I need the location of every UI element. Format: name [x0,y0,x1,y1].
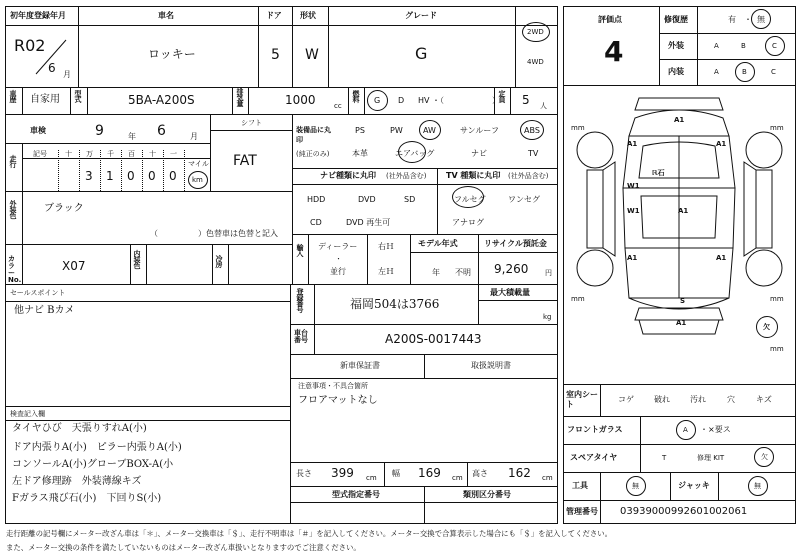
shape-value: W [305,47,319,63]
dmg-s: S [680,297,686,305]
equipment-pw[interactable]: PW [390,126,403,135]
shift-value: FAT [233,153,257,169]
length-unit: cm [366,474,377,482]
seat-opt-tear[interactable]: 破れ [654,395,670,404]
model-value: 5BA-A200S [128,93,195,107]
width-unit: cm [452,474,463,482]
max-load-unit: kg [543,313,552,321]
inspection-month-unit: 月 [190,132,198,141]
history-value: 自家用 [30,94,60,105]
warranty-label: 新車保証書 [340,361,380,370]
model-year-label: モデル年式 [418,239,458,248]
jack-label: ジャッキ [678,481,710,490]
interior-seat-label: 室内シート [566,390,598,410]
mileage-symbol-label: 記号 [33,150,47,158]
import-parallel[interactable]: 並行 [330,267,346,276]
fuel-other: ・（ ） [432,96,500,105]
digit-label-1: 十 [65,150,72,158]
color-value: ブラック [44,203,84,214]
first-reg-month: 6 [48,61,56,75]
chassis-label: 車台番号 [294,329,308,344]
dmg-ka: 欠 [763,323,770,331]
digit-label-3: 千 [107,150,114,158]
inspector-label: 検査記入欄 [10,410,45,418]
equipment-sunroof[interactable]: サンルーフ [460,126,499,135]
mileage-km: km [192,176,203,184]
dmg-mm-5: mm [770,345,784,353]
notes-label: 注意事項・不具合箇所 [298,382,368,390]
dmg-a1-rr: A1 [716,254,727,262]
interior-color-label: 内装色 [133,250,141,268]
tv-oneseg[interactable]: ワンセグ [508,195,540,204]
interior-b[interactable]: B [742,68,747,76]
exterior-label: 外装 [668,41,684,50]
car-name-value: ロッキー [148,47,196,61]
mileage-digit-4: 0 [148,169,156,183]
inspector-line-5: Fガラス飛び石(小) 下回りS(小) [12,493,162,504]
grade-value: G [415,44,428,63]
displacement-cc: cc [334,102,342,110]
inspection-year-unit: 年 [128,132,136,141]
mileage-label: 走行 [9,155,17,167]
management-value: 03939000992601002061 [620,506,748,517]
inspection-year: 9 [95,123,104,139]
equipment-tv[interactable]: TV [528,149,539,158]
dmg-w1-2: W1 [627,207,640,215]
interior-a[interactable]: A [714,68,719,76]
manual-label: 取扱説明書 [471,361,511,370]
length-value: 399 [331,466,354,480]
width-value: 169 [418,466,441,480]
displacement-value: 1000 [285,93,316,107]
spare-tire-label: スペアタイヤ [570,453,618,462]
inspector-line-3: コンソールA(小)グローブBOX-A(小 [12,459,174,470]
import-dot: ・ [335,255,342,263]
dmg-a1-fr: A1 [716,140,727,148]
height-value: 162 [508,466,531,480]
navi-cd[interactable]: CD [310,218,322,227]
equipment-abs[interactable]: ABS [524,126,540,135]
dmg-kaku: ℝ石 [652,169,665,177]
color-no-value: X07 [62,259,86,273]
tv-note: (社外品含む) [508,172,549,180]
navi-label: ナビ種類に丸印 [320,171,376,180]
repair-sep: ・ [744,15,752,24]
sales-point-label: セールスポイント [10,289,66,297]
chassis-value: A200S-0017443 [385,332,482,346]
digit-label-2: 万 [86,150,93,158]
drive-4wd: 4WD [527,58,544,66]
mileage-digit-3: 0 [127,169,135,183]
shift-label: シフト [241,119,262,127]
navi-dvd-play[interactable]: DVD 再生可 [346,218,391,227]
first-reg-era: R02 [14,36,46,55]
length-label: 長さ [296,469,312,478]
capacity-label: 定員 [498,90,506,102]
equipment-airbag[interactable]: エアバッグ [395,149,435,158]
dmg-a1-rl: A1 [627,254,638,262]
exterior-c[interactable]: C [772,42,777,50]
fuel-hv: HV [418,96,430,105]
repair-no[interactable]: 無 [757,15,765,24]
interior-label: 内装 [668,67,684,76]
dmg-a1-fl: A1 [627,140,638,148]
max-load-label: 最大積載量 [490,288,530,297]
inspection-month: 6 [157,123,166,139]
fuel-label: 燃料 [352,90,360,102]
bottom-note-line-2: また、メーター交換の条件を満たしていないものはメーター改ざん車扱いとなりますのでご注意ください。 [6,543,361,552]
equipment-label: 装備品に丸印 [296,126,331,144]
height-unit: cm [542,474,553,482]
tools-value[interactable]: 無 [632,482,639,490]
model-label: 型式 [74,90,82,102]
grade-label: グレード [405,11,437,20]
capacity-unit: 人 [540,102,547,110]
ac-label: 冷房 [215,255,223,267]
door-label: ドア [266,11,282,20]
windshield-note: ・×要ス [700,425,731,434]
model-year-unknown: 不明 [455,268,471,277]
dmg-a1-rear: A1 [676,319,687,327]
inspector-line-4: 左ドア修理跡 外装薄線キズ [12,476,142,487]
spare-none[interactable]: 欠 [761,453,768,461]
color-note: （ ）色替車は色替と記入 [150,229,278,238]
equipment-ps[interactable]: PS [355,126,365,135]
spare-kit[interactable]: 修理 KIT [697,454,725,462]
digit-label-6: 一 [170,150,177,158]
navi-note: (社外品含む) [386,172,427,180]
import-right[interactable]: 右Ｈ [378,242,394,251]
windshield-a[interactable]: A [683,426,688,434]
first-reg-month-unit: 月 [63,70,71,79]
model-year-unit: 年 [432,268,440,277]
color-label: 外装色 [9,200,17,218]
inspection-label: 車検 [30,126,46,135]
seat-opt-stain[interactable]: 汚れ [690,395,706,404]
seat-opt-scratch[interactable]: キズ [756,395,772,404]
registration-value: 福岡504は3766 [350,297,440,311]
repair-yes[interactable]: 有 [728,15,736,24]
import-label: 輸入 [296,244,304,256]
digit-label-5: 十 [149,150,156,158]
dmg-mm-2: mm [770,124,784,132]
dmg-a1-mid: A1 [678,207,689,215]
capacity-value: 5 [522,93,530,107]
displacement-label: 排気量 [236,88,244,106]
mileage-mile: マイル [188,160,209,168]
drive-2wd: 2WD [527,28,544,36]
score-value: 4 [604,35,624,68]
repair-label: 修復歴 [664,15,688,24]
fuel-d: D [398,96,405,105]
equipment-leather[interactable]: 本革 [352,149,368,158]
recycle-value: 9,260 [494,262,529,276]
car-name-label: 車名 [158,11,174,20]
spare-t[interactable]: T [662,454,667,462]
category-number-label: 類別区分番号 [463,490,511,499]
exterior-b[interactable]: B [741,42,746,50]
tv-fullseg[interactable]: フルセグ [454,195,486,204]
interior-c[interactable]: C [771,68,776,76]
dmg-w1-1: W1 [627,182,640,190]
dmg-a1-top: A1 [674,116,685,124]
equipment-aw[interactable]: AW [423,126,436,135]
equipment-note: (純正のみ) [296,150,330,158]
inspector-line-1: タイヤひび 天張りすれA(小) [12,423,147,434]
equipment-navi[interactable]: ナビ [471,149,487,158]
dmg-mm-4: mm [770,295,784,303]
notes-text: フロアマットなし [298,395,378,406]
dmg-mm-3: mm [571,295,585,303]
windshield-label: フロントガラス [567,425,623,434]
width-label: 幅 [392,469,400,478]
mileage-digit-2: 1 [106,169,114,183]
type-designation-label: 型式指定番号 [332,490,380,499]
management-label: 管理番号 [566,507,598,516]
shape-label: 形状 [300,11,316,20]
seat-opt-hole[interactable]: 穴 [727,395,735,404]
navi-dvd[interactable]: DVD [358,195,376,204]
registration-label: 登録番号 [296,288,304,312]
navi-hdd[interactable]: HDD [307,195,326,204]
tv-analog[interactable]: アナログ [452,218,484,227]
recycle-unit: 円 [545,269,552,277]
history-label: 車歴 [9,90,17,102]
mileage-digit-1: 3 [85,169,93,183]
import-dealer[interactable]: ディーラー [318,242,358,251]
sales-point-text: 他ナビ Bカメ [14,305,75,316]
tv-label: TV 種類に丸印 [446,171,501,180]
seat-opt-burn[interactable]: コゲ [618,395,634,404]
tools-label: 工具 [572,481,588,490]
import-left[interactable]: 左Ｈ [378,267,394,276]
first-reg-label: 初年度登録年月 [10,11,66,20]
fuel-g: G [374,96,381,105]
dmg-mm-1: mm [571,124,585,132]
exterior-a[interactable]: A [714,42,719,50]
navi-sd[interactable]: SD [404,195,416,204]
score-label: 評価点 [598,15,622,24]
recycle-label: リサイクル預託金 [484,239,547,248]
color-no-label: カラーNo. [8,255,22,284]
digit-label-4: 百 [128,150,135,158]
inspector-line-2: ドア内張りA(小) ピラー内張りA(小) [12,442,182,453]
door-count: 5 [271,47,280,63]
height-label: 高さ [472,469,488,478]
mileage-digit-5: 0 [169,169,177,183]
bottom-note-line-1: 走行距離の記号欄にメーター改ざん車は「＊」、メーター交換車は「＄」、走行不明車は「＃」を記入してください。メーター交換で合算表示した場合にも「＄」を記入してください。 [6,529,613,538]
jack-value[interactable]: 無 [754,482,761,490]
